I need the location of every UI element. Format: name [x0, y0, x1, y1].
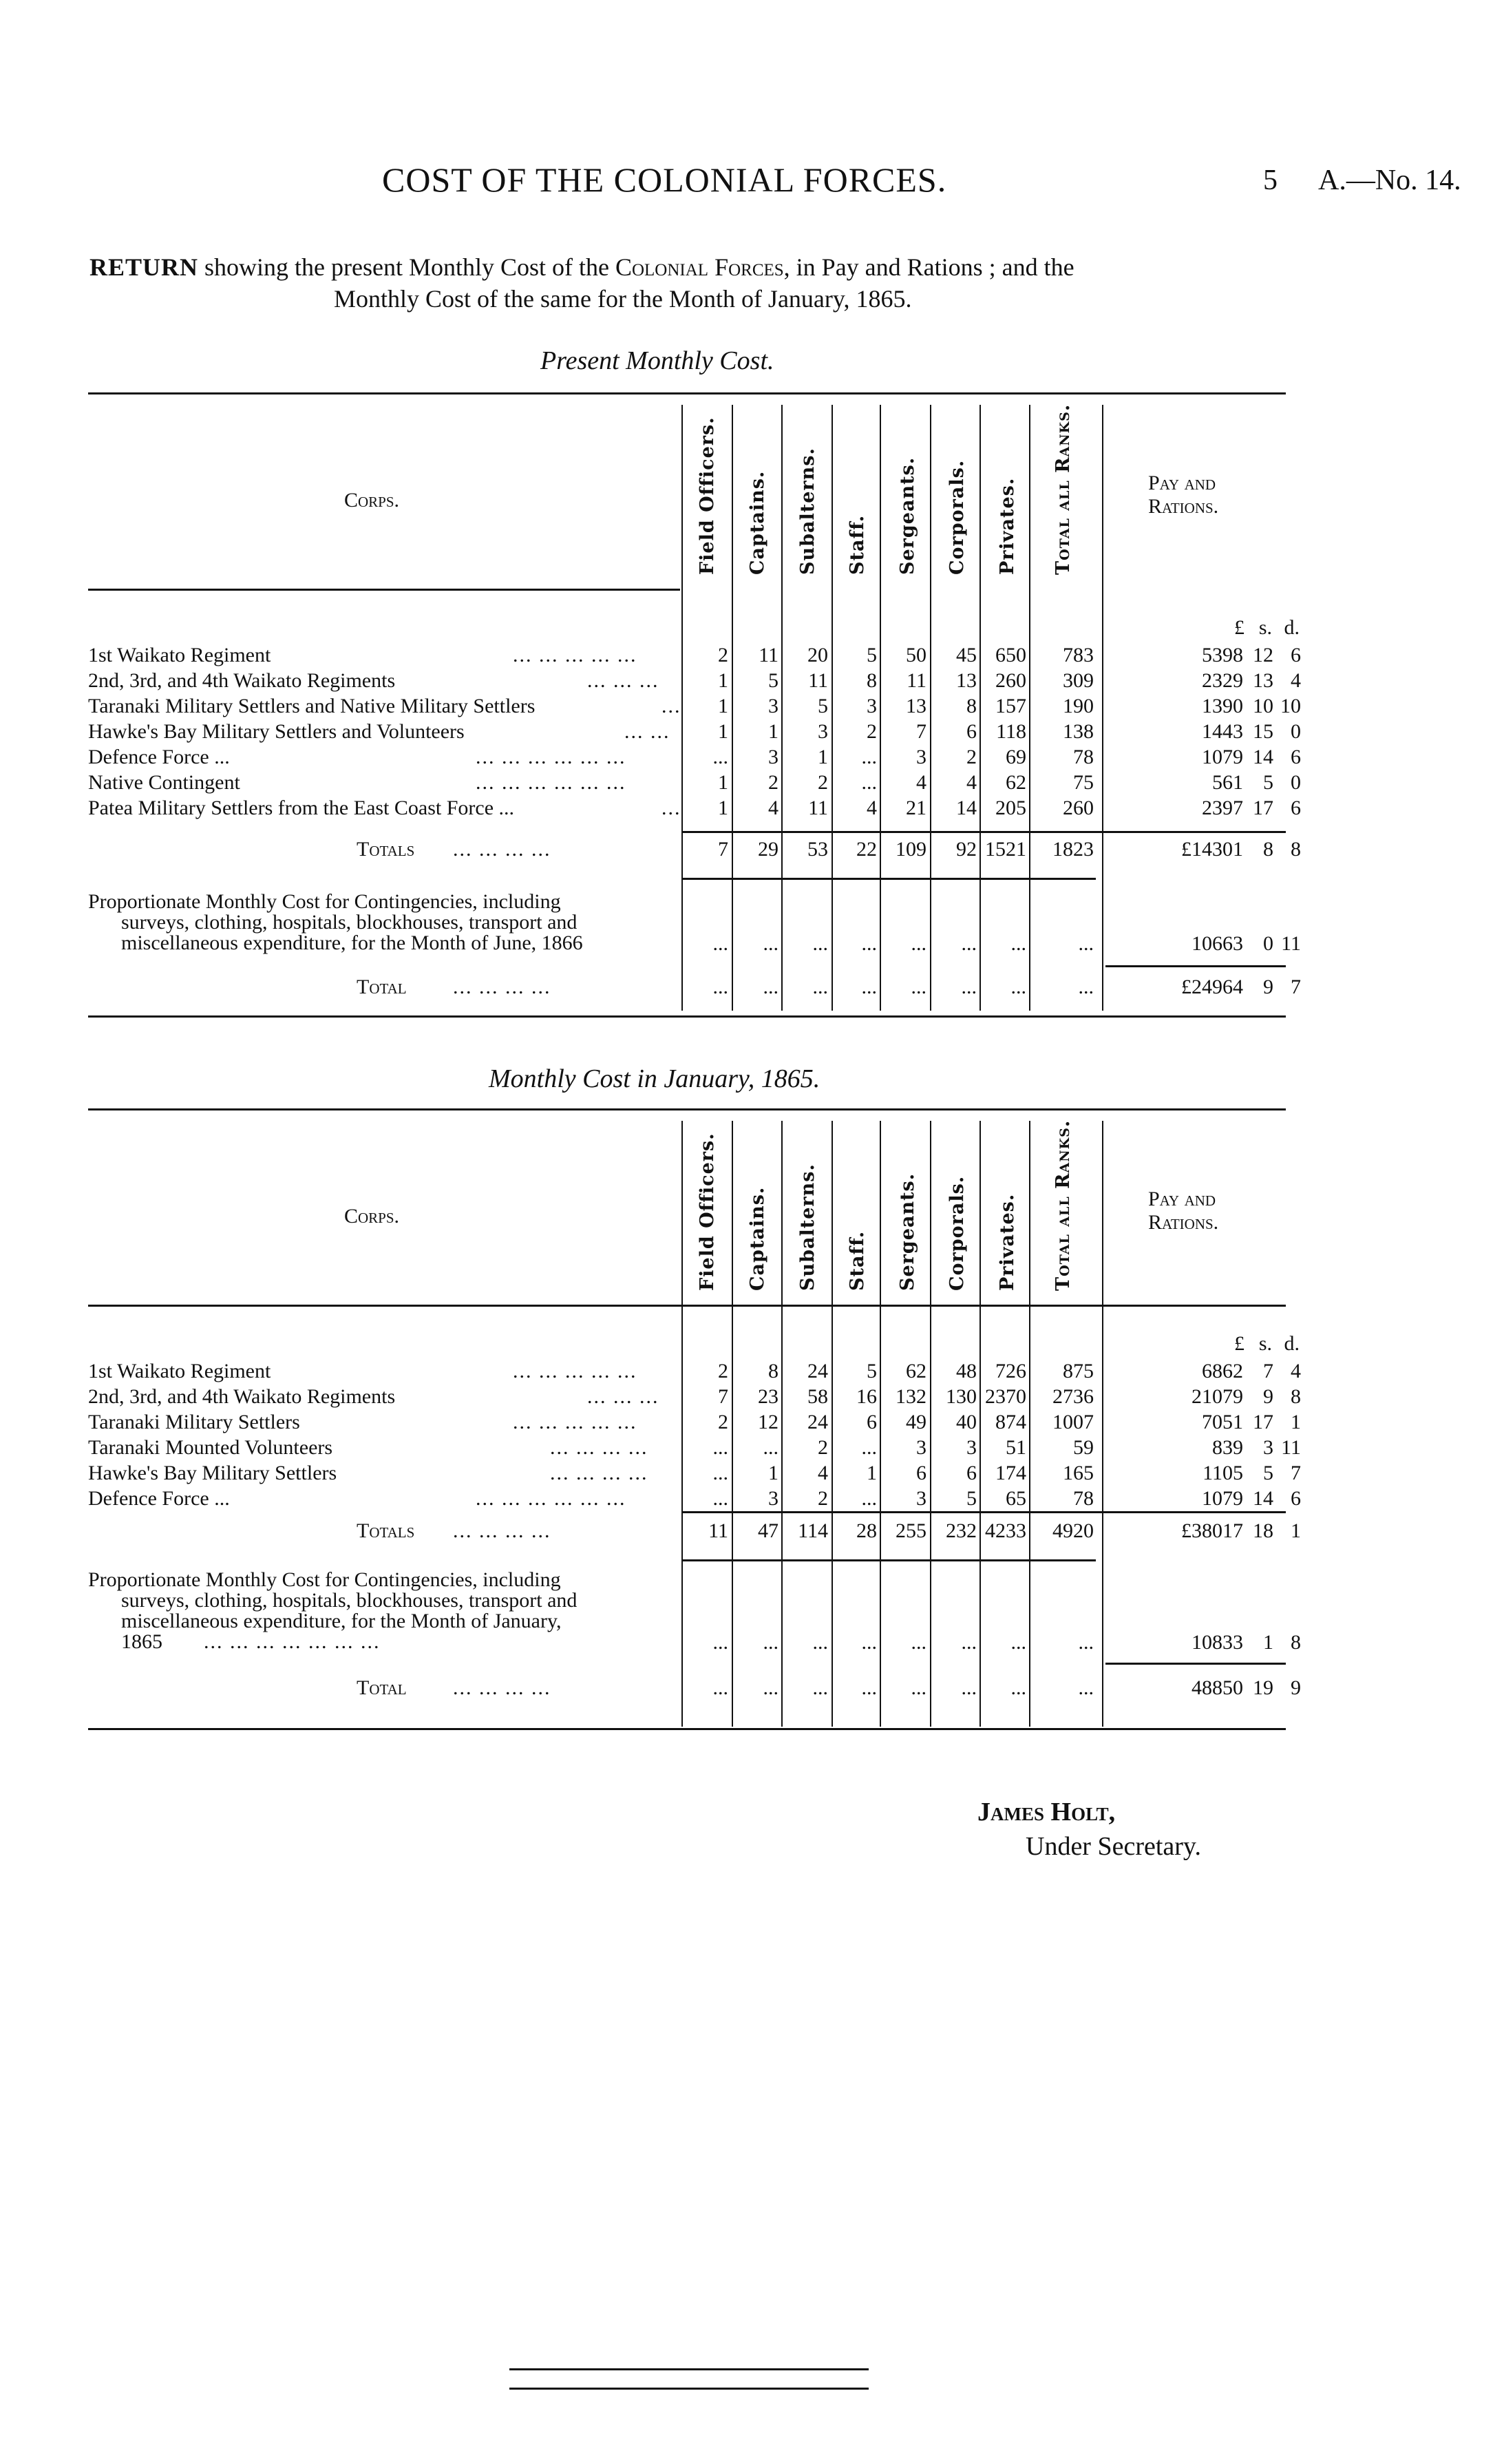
rank-cell: ...: [712, 1487, 728, 1510]
column-header-corporals: Corporals.: [946, 1175, 968, 1291]
column-header-pay-and-rations: Pay and Rations.: [1148, 1188, 1219, 1234]
pounds-cell: 1390: [1202, 695, 1243, 717]
rank-cell: 21: [906, 797, 926, 819]
rank-cell: 1: [718, 771, 728, 794]
rank-cell: ...: [812, 1676, 828, 1699]
table-row: Patea Military Settlers from the East Coast Force ... ... 1 4 11 4 21 14 205 260 2397 17 6: [88, 797, 1301, 819]
rank-cell: 49: [906, 1411, 926, 1433]
rank-cell: 48: [956, 1360, 977, 1382]
rank-cell: 2: [818, 1487, 828, 1510]
table-row: Defence Force ... ... ... ... ... ... ... ... 3 2 ... 3 5 65 78 1079 14 6: [88, 1487, 1301, 1510]
rank-cell: ...: [712, 932, 728, 955]
corps-name: Hawke's Bay Military Settlers: [88, 1462, 337, 1484]
currency-pence-header: d.: [1284, 616, 1300, 639]
rank-cell: 260: [995, 669, 1026, 692]
pence-cell: 0: [1291, 771, 1301, 794]
rank-cell: ...: [861, 932, 877, 955]
rank-cell: 4233: [985, 1519, 1026, 1542]
rank-cell: ...: [763, 1436, 779, 1459]
corps-name: Hawke's Bay Military Settlers and Volunteers: [88, 720, 465, 743]
rank-cell: 2736: [1052, 1385, 1094, 1408]
table-bottom-rule: [88, 1015, 1286, 1018]
column-header-corps: Corps.: [344, 489, 400, 512]
rank-cell: ...: [1010, 1631, 1026, 1654]
document-reference: A.—No. 14.: [1318, 165, 1461, 196]
table-row: Defence Force ... ... ... ... ... ... ... ... 3 1 ... 3 2 69 78 1079 14 6: [88, 746, 1301, 768]
table-row: Taranaki Military Settlers and Native Military Settlers ... 1 3 5 3 13 8 157 190 1390 10 10: [88, 695, 1301, 717]
rank-cell: 165: [1063, 1462, 1094, 1484]
corps-name: Taranaki Mounted Volunteers: [88, 1436, 333, 1459]
rank-cell: 8: [966, 695, 977, 717]
pence-cell: 1: [1291, 1411, 1301, 1433]
rank-cell: ...: [961, 1676, 977, 1699]
rank-cell: 1: [718, 695, 728, 717]
column-header-pay-and-rations: Pay and Rations.: [1148, 472, 1219, 518]
rank-cell: ...: [812, 932, 828, 955]
shillings-cell: 9: [1263, 976, 1273, 998]
pounds-cell: 48850: [1191, 1676, 1243, 1699]
rank-cell: 14: [956, 797, 977, 819]
rank-cell: ...: [961, 1631, 977, 1654]
rank-cell: 5: [818, 695, 828, 717]
rank-cell: 726: [995, 1360, 1026, 1382]
header-bottom-rule: [88, 1305, 1286, 1307]
column-header-subalterns: Subalterns.: [797, 1163, 818, 1291]
rank-cell: ...: [961, 976, 977, 998]
rank-cell: ...: [1010, 976, 1026, 998]
rank-cell: 1: [718, 797, 728, 819]
table-row: Native Contingent ... ... ... ... ... ... 1 2 2 ... 4 4 62 75 561 5 0: [88, 771, 1301, 794]
currency-shillings-header: s.: [1258, 1332, 1272, 1355]
pence-cell: 7: [1291, 976, 1301, 998]
rank-cell: ...: [861, 1631, 877, 1654]
pence-cell: 8: [1291, 1631, 1301, 1654]
pounds-cell: 2329: [1202, 669, 1243, 692]
rank-cell: 62: [906, 1360, 926, 1382]
column-header-sergeants: Sergeants.: [897, 1172, 918, 1291]
column-header-captains: Captains.: [747, 470, 768, 575]
rank-cell: ...: [861, 976, 877, 998]
rank-cell: 3: [916, 1436, 926, 1459]
column-header-corporals: Corporals.: [946, 459, 968, 575]
pounds-cell: 10833: [1191, 1631, 1243, 1654]
january-total-row: Total ... ... ... ... ... ... ... ... ... ... ... ... 48850 19 9: [357, 1676, 1301, 1699]
rank-cell: 13: [906, 695, 926, 717]
corps-name: 2nd, 3rd, and 4th Waikato Regiments: [88, 1385, 396, 1408]
pounds-cell: 5398: [1202, 644, 1243, 666]
pence-cell: 6: [1291, 644, 1301, 666]
intro-paragraph: RETURN showing the present Monthly Cost of the Colonial Forces, in Pay and Rations ; and the Monthly Cost of the same for the Month of January, 1865.: [89, 253, 1074, 313]
rank-cell: 6: [966, 1462, 977, 1484]
rank-cell: ...: [1078, 976, 1094, 998]
rank-cell: 8: [768, 1360, 779, 1382]
table-top-rule: [88, 1108, 1286, 1110]
rank-cell: 3: [768, 746, 779, 768]
rank-cell: 7: [718, 1385, 728, 1408]
corps-name: Defence Force ...: [88, 1487, 230, 1510]
pence-cell: 7: [1291, 1462, 1301, 1484]
rank-cell: 5: [867, 644, 877, 666]
rank-cell: ...: [712, 976, 728, 998]
pence-cell: 9: [1291, 1676, 1301, 1699]
rank-cell: 22: [856, 838, 877, 861]
rank-cell: ...: [763, 976, 779, 998]
rank-cell: ...: [911, 1631, 926, 1654]
present-contingencies-text: Proportionate Monthly Cost for Contingencies, including surveys, clothing, hospitals, blockhouses, transport and miscellaneous expenditure, for the Month of June, 1866: [88, 890, 583, 954]
corps-name: Native Contingent: [88, 771, 240, 794]
present-cost-table: [88, 392, 1301, 1019]
column-header-staff: Staff.: [847, 1230, 868, 1291]
rank-cell: 1521: [985, 838, 1026, 861]
rank-cell: ...: [712, 1676, 728, 1699]
rank-cell: 59: [1073, 1436, 1094, 1459]
rank-cell: ...: [861, 1436, 877, 1459]
rank-cell: 875: [1063, 1360, 1094, 1382]
pounds-cell: 2397: [1202, 797, 1243, 819]
closing-double-rule-top: [509, 2368, 869, 2370]
rank-cell: ...: [861, 746, 877, 768]
rank-cell: 4: [818, 1462, 828, 1484]
rank-cell: 5: [867, 1360, 877, 1382]
table-row: 1st Waikato Regiment ... ... ... ... ... 2 11 20 5 50 45 650 783 5398 12 6: [88, 644, 1301, 666]
rank-cell: 1: [867, 1462, 877, 1484]
table-row: Hawke's Bay Military Settlers ... ... ... ... ... 1 4 1 6 6 174 165 1105 5 7: [88, 1462, 1301, 1484]
january-contingencies-text: Proportionate Monthly Cost for Contingencies, including surveys, clothing, hospitals, blockhouses, transport and miscellaneous expenditure, for the Month of January, 1865 ... ... ... ... ... ... ...: [88, 1568, 578, 1653]
rank-cell: ...: [1078, 1676, 1094, 1699]
rank-cell: 7: [718, 838, 728, 861]
pounds-cell: 21079: [1191, 1385, 1243, 1408]
pence-cell: 11: [1281, 1436, 1301, 1459]
pounds-cell: 1079: [1202, 746, 1243, 768]
rank-cell: 28: [856, 1519, 877, 1542]
rank-cell: 78: [1073, 1487, 1094, 1510]
column-header-privates: Privates.: [997, 1193, 1018, 1291]
rank-cell: 12: [758, 1411, 779, 1433]
rank-cell: 3: [768, 1487, 779, 1510]
header-bottom-rule: [88, 589, 680, 591]
rank-cell: 3: [818, 720, 828, 743]
shillings-cell: 7: [1263, 1360, 1273, 1382]
rank-cell: 5: [966, 1487, 977, 1510]
shillings-cell: 19: [1253, 1676, 1273, 1699]
shillings-cell: 15: [1253, 720, 1273, 743]
rank-cell: 4: [966, 771, 977, 794]
rank-cell: 1: [768, 720, 779, 743]
rank-cell: 2: [818, 771, 828, 794]
rank-cell: 1823: [1052, 838, 1094, 861]
pence-cell: 6: [1291, 797, 1301, 819]
rank-cell: 1007: [1052, 1411, 1094, 1433]
table-top-rule: [88, 392, 1286, 394]
shillings-cell: 12: [1253, 644, 1273, 666]
rank-cell: 3: [916, 1487, 926, 1510]
rank-cell: 51: [1006, 1436, 1026, 1459]
pence-cell: 0: [1291, 720, 1301, 743]
present-contingencies-row: [88, 932, 1301, 955]
rank-cell: 11: [907, 669, 926, 692]
rank-cell: ...: [861, 1676, 877, 1699]
rank-cell: 2: [718, 644, 728, 666]
pounds-cell: 1079: [1202, 1487, 1243, 1510]
column-header-privates: Privates.: [997, 477, 1018, 575]
column-header-corps: Corps.: [344, 1205, 400, 1228]
shillings-cell: 9: [1263, 1385, 1273, 1408]
closing-double-rule-bottom: [509, 2388, 869, 2390]
rank-cell: ...: [712, 1462, 728, 1484]
rank-cell: 23: [758, 1385, 779, 1408]
rank-cell: ...: [763, 932, 779, 955]
rank-cell: 2: [768, 771, 779, 794]
currency-pence-header: d.: [1284, 1332, 1300, 1355]
shillings-cell: 14: [1253, 1487, 1273, 1510]
table-row: Taranaki Military Settlers ... ... ... ... ... 2 12 24 6 49 40 874 1007 7051 17 1: [88, 1411, 1301, 1433]
pounds-cell: 10663: [1191, 932, 1243, 955]
january-totals-row: Totals ... ... ... ... 11 47 114 28 255 232 4233 4920 £38017 18 1: [357, 1519, 1301, 1542]
rank-cell: 2: [818, 1436, 828, 1459]
shillings-cell: 13: [1253, 669, 1273, 692]
column-header-captains: Captains.: [747, 1186, 768, 1291]
pounds-cell: 6862: [1202, 1360, 1243, 1382]
rank-cell: ...: [911, 976, 926, 998]
rank-cell: 16: [856, 1385, 877, 1408]
signatory-name: James Holt,: [977, 1798, 1116, 1826]
rank-cell: 205: [995, 797, 1026, 819]
rank-cell: 2: [966, 746, 977, 768]
rank-cell: 53: [807, 838, 828, 861]
rank-cell: 8: [867, 669, 877, 692]
rank-cell: 157: [995, 695, 1026, 717]
pence-cell: 10: [1280, 695, 1301, 717]
rank-cell: 24: [807, 1411, 828, 1433]
table-row: Hawke's Bay Military Settlers and Volunteers ... ... 1 1 3 2 7 6 118 138 1443 15 0: [88, 720, 1301, 743]
rank-cell: 3: [768, 695, 779, 717]
rank-cell: 45: [956, 644, 977, 666]
corps-name: Defence Force ...: [88, 746, 230, 768]
rank-cell: 78: [1073, 746, 1094, 768]
rank-cell: 7: [916, 720, 926, 743]
pounds-cell: £38017: [1181, 1519, 1243, 1542]
rank-cell: 47: [758, 1519, 779, 1542]
shillings-cell: 18: [1253, 1519, 1273, 1542]
pounds-cell: 839: [1212, 1436, 1243, 1459]
shillings-cell: 0: [1263, 932, 1273, 955]
corps-name: 1st Waikato Regiment: [88, 644, 271, 666]
rank-cell: 92: [956, 838, 977, 861]
corps-name: Taranaki Military Settlers: [88, 1411, 300, 1433]
rank-cell: 650: [995, 644, 1026, 666]
pounds-cell: 561: [1212, 771, 1243, 794]
column-header-subalterns: Subalterns.: [797, 447, 818, 575]
column-header-field-officers: Field Officers.: [697, 1133, 718, 1291]
shillings-cell: 8: [1263, 838, 1273, 861]
rank-cell: 20: [807, 644, 828, 666]
section-title-present: Present Monthly Cost.: [540, 346, 774, 375]
rank-cell: 138: [1063, 720, 1094, 743]
rank-cell: 3: [867, 695, 877, 717]
shillings-cell: 17: [1253, 1411, 1273, 1433]
rank-cell: 1: [768, 1462, 779, 1484]
column-header-field-officers: Field Officers.: [697, 417, 718, 575]
rank-cell: ...: [763, 1676, 779, 1699]
rank-cell: 4920: [1052, 1519, 1094, 1542]
rank-cell: ...: [1078, 1631, 1094, 1654]
rank-cell: 4: [768, 797, 779, 819]
rank-cell: 1: [718, 720, 728, 743]
rank-cell: 13: [956, 669, 977, 692]
rank-cell: 255: [896, 1519, 926, 1542]
rank-cell: ...: [961, 932, 977, 955]
rank-cell: 58: [807, 1385, 828, 1408]
rank-cell: 11: [708, 1519, 728, 1542]
rank-cell: ...: [911, 932, 926, 955]
section-title-january: Monthly Cost in January, 1865.: [489, 1064, 820, 1093]
corps-name: 2nd, 3rd, and 4th Waikato Regiments: [88, 669, 396, 692]
rank-cell: ...: [861, 1487, 877, 1510]
january-contingencies-row: [88, 1631, 1301, 1654]
rank-cell: ...: [712, 1631, 728, 1654]
rank-cell: ...: [763, 1631, 779, 1654]
shillings-cell: 10: [1253, 695, 1273, 717]
table-row: 2nd, 3rd, and 4th Waikato Regiments ... ... ... 7 23 58 16 132 130 2370 2736 21079 9 8: [88, 1385, 1301, 1408]
rank-cell: 2: [867, 720, 877, 743]
rank-cell: 114: [798, 1519, 828, 1542]
rank-cell: 65: [1006, 1487, 1026, 1510]
rank-cell: 232: [946, 1519, 977, 1542]
pence-cell: 6: [1291, 1487, 1301, 1510]
rank-cell: 24: [807, 1360, 828, 1382]
rank-cell: 783: [1063, 644, 1094, 666]
table-row: 1st Waikato Regiment ... ... ... ... ... 2 8 24 5 62 48 726 875 6862 7 4: [88, 1360, 1301, 1382]
rank-cell: 5: [768, 669, 779, 692]
table-row: 2nd, 3rd, and 4th Waikato Regiments ... ... ... 1 5 11 8 11 13 260 309 2329 13 4: [88, 669, 1301, 692]
rank-cell: 62: [1006, 771, 1026, 794]
rank-cell: 2: [718, 1360, 728, 1382]
pence-cell: 1: [1291, 1519, 1301, 1542]
rank-cell: 29: [758, 838, 779, 861]
column-header-total-all-ranks: Total all Ranks.: [1052, 403, 1074, 575]
rank-cell: 118: [996, 720, 1026, 743]
column-header-total-all-ranks: Total all Ranks.: [1052, 1119, 1074, 1291]
rank-cell: 6: [966, 720, 977, 743]
pounds-cell: 1105: [1203, 1462, 1243, 1484]
rank-cell: 75: [1073, 771, 1094, 794]
rank-cell: ...: [1010, 932, 1026, 955]
currency-pounds-header: £: [1234, 1332, 1244, 1355]
rank-cell: ...: [712, 746, 728, 768]
rank-cell: 50: [906, 644, 926, 666]
shillings-cell: 14: [1253, 746, 1273, 768]
pence-cell: 4: [1291, 1360, 1301, 1382]
rank-cell: 109: [896, 838, 926, 861]
rank-cell: 11: [808, 797, 828, 819]
table-bottom-rule: [88, 1728, 1286, 1730]
present-totals-row: Totals ... ... ... ... 7 29 53 22 109 92 1521 1823 £14301 8 8: [357, 838, 1301, 861]
rank-cell: ...: [812, 976, 828, 998]
rank-cell: 6: [867, 1411, 877, 1433]
rank-cell: 40: [956, 1411, 977, 1433]
rank-cell: ...: [911, 1676, 926, 1699]
rank-cell: 190: [1063, 695, 1094, 717]
column-header-sergeants: Sergeants.: [897, 456, 918, 575]
currency-shillings-header: s.: [1258, 616, 1272, 639]
shillings-cell: 17: [1253, 797, 1273, 819]
rank-cell: 309: [1063, 669, 1094, 692]
shillings-cell: 3: [1263, 1436, 1273, 1459]
shillings-cell: 1: [1263, 1631, 1273, 1654]
rank-cell: 11: [808, 669, 828, 692]
signatory-title: Under Secretary.: [1026, 1832, 1201, 1861]
rank-cell: 874: [995, 1411, 1026, 1433]
rank-cell: 260: [1063, 797, 1094, 819]
pence-cell: 8: [1291, 838, 1301, 861]
pounds-cell: £24964: [1181, 976, 1243, 998]
intro-lead: RETURN: [89, 253, 199, 281]
corps-name: Patea Military Settlers from the East Coast Force ...: [88, 797, 515, 819]
january-cost-table: [88, 1108, 1301, 1735]
rank-cell: 1: [818, 746, 828, 768]
rank-cell: 4: [916, 771, 926, 794]
rank-cell: 3: [966, 1436, 977, 1459]
rank-cell: 2370: [985, 1385, 1026, 1408]
pence-cell: 8: [1291, 1385, 1301, 1408]
rank-cell: ...: [1078, 932, 1094, 955]
pounds-cell: £14301: [1181, 838, 1243, 861]
pence-cell: 6: [1291, 746, 1301, 768]
page-number: 5: [1263, 165, 1278, 196]
rank-cell: 132: [896, 1385, 926, 1408]
pounds-cell: 1443: [1202, 720, 1243, 743]
pounds-cell: 7051: [1202, 1411, 1243, 1433]
shillings-cell: 5: [1263, 1462, 1273, 1484]
corps-name: Taranaki Military Settlers and Native Military Settlers: [88, 695, 536, 717]
page-title: COST OF THE COLONIAL FORCES.: [382, 160, 947, 199]
rank-cell: 3: [916, 746, 926, 768]
rank-cell: 11: [759, 644, 779, 666]
rank-cell: 174: [995, 1462, 1026, 1484]
pence-cell: 11: [1281, 932, 1301, 955]
rank-cell: 6: [916, 1462, 926, 1484]
rank-cell: 4: [867, 797, 877, 819]
rank-cell: ...: [861, 771, 877, 794]
shillings-cell: 5: [1263, 771, 1273, 794]
rank-cell: 130: [946, 1385, 977, 1408]
rank-cell: 2: [718, 1411, 728, 1433]
rank-cell: 69: [1006, 746, 1026, 768]
rank-cell: ...: [712, 1436, 728, 1459]
column-header-staff: Staff.: [847, 514, 868, 575]
rank-cell: 1: [718, 669, 728, 692]
pence-cell: 4: [1291, 669, 1301, 692]
rank-cell: ...: [812, 1631, 828, 1654]
present-total-row: Total ... ... ... ... ... ... ... ... ... ... ... ... £24964 9 7: [357, 976, 1301, 998]
table-row: Taranaki Mounted Volunteers ... ... ... ... ... ... 2 ... 3 3 51 59 839 3 11: [88, 1436, 1301, 1459]
corps-name: 1st Waikato Regiment: [88, 1360, 271, 1382]
currency-pounds-header: £: [1234, 616, 1244, 639]
rank-cell: ...: [1010, 1676, 1026, 1699]
